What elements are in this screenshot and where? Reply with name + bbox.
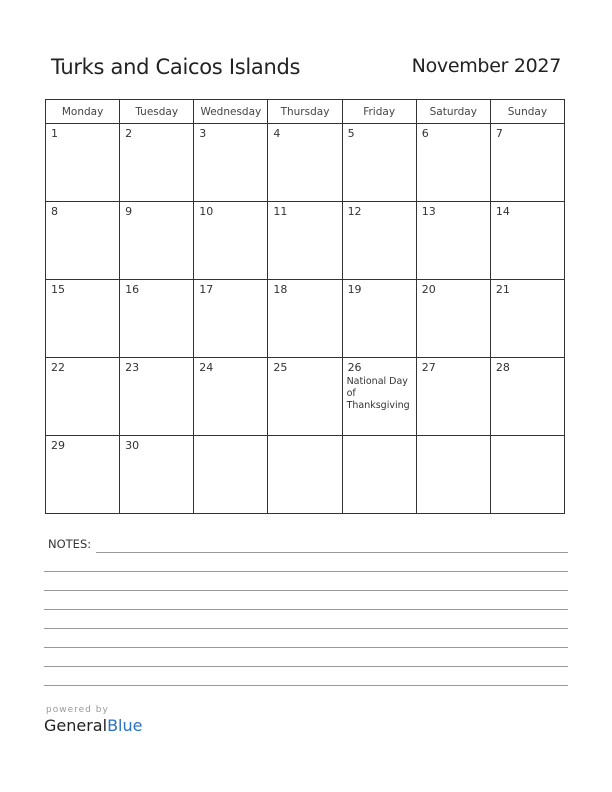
weekday-header: Wednesday	[194, 100, 268, 124]
day-cell	[46, 124, 120, 202]
day-number: 17	[199, 283, 214, 296]
holiday-label: National Day of Thanksgiving	[346, 376, 410, 411]
day-number: 23	[125, 361, 140, 374]
day-number: 5	[347, 127, 355, 140]
day-number: 1	[51, 127, 58, 140]
day-cell	[342, 280, 416, 358]
note-line	[44, 647, 568, 648]
day-cell	[342, 202, 416, 280]
note-line	[44, 628, 568, 629]
day-cell	[268, 358, 342, 436]
note-line	[44, 571, 568, 572]
day-number: 27	[421, 361, 436, 374]
day-cell	[194, 436, 268, 514]
day-cell	[416, 280, 490, 358]
day-cell	[416, 124, 490, 202]
day-number: 12	[347, 205, 362, 218]
day-cell	[268, 202, 342, 280]
note-line	[96, 552, 568, 553]
note-line	[44, 590, 568, 591]
day-number: 22	[51, 361, 65, 374]
weekday-header: Monday	[46, 100, 120, 124]
week-row	[46, 436, 565, 514]
day-number: 19	[347, 283, 362, 296]
brand-blue: Blue	[107, 716, 143, 735]
day-number: 26	[347, 361, 362, 374]
day-number: 15	[51, 283, 65, 296]
brand-general: General	[44, 716, 108, 735]
note-line	[44, 666, 568, 667]
weekday-header: Friday	[342, 100, 416, 124]
day-number: 9	[125, 205, 133, 218]
day-cell	[342, 358, 416, 436]
day-number: 6	[421, 127, 429, 140]
day-cell	[416, 436, 490, 514]
day-cell	[46, 358, 120, 436]
day-number: 29	[51, 439, 65, 452]
day-number: 11	[273, 205, 288, 218]
calendar-title: Turks and Caicos Islands	[51, 55, 301, 79]
week-row	[46, 358, 565, 436]
day-cell	[46, 436, 120, 514]
day-cell	[490, 124, 564, 202]
week-row	[46, 280, 565, 358]
day-cell	[416, 202, 490, 280]
month-label: November 2027	[411, 55, 561, 77]
week-row	[46, 124, 565, 202]
week-row	[46, 202, 565, 280]
day-number: 20	[421, 283, 436, 296]
day-cell	[490, 436, 564, 514]
day-number: 21	[495, 283, 510, 296]
day-number: 24	[199, 361, 214, 374]
day-number: 16	[125, 283, 140, 296]
day-cell	[120, 436, 194, 514]
day-number: 25	[273, 361, 288, 374]
note-line	[44, 685, 568, 686]
day-cell	[120, 202, 194, 280]
weekday-header-row	[46, 100, 565, 124]
day-cell	[342, 124, 416, 202]
note-line	[44, 609, 568, 610]
day-cell	[342, 436, 416, 514]
day-cell	[120, 280, 194, 358]
day-number: 18	[273, 283, 288, 296]
day-number: 28	[495, 361, 510, 374]
day-cell	[120, 358, 194, 436]
day-number: 3	[199, 127, 207, 140]
day-cell	[490, 280, 564, 358]
day-cell	[46, 202, 120, 280]
day-number: 14	[495, 205, 510, 218]
day-cell	[268, 436, 342, 514]
day-number: 13	[421, 205, 436, 218]
day-cell	[120, 124, 194, 202]
powered-by-label: powered by	[46, 705, 109, 715]
notes-label: NOTES:	[48, 537, 92, 551]
day-cell	[194, 358, 268, 436]
weekday-header: Tuesday	[120, 100, 194, 124]
day-number: 4	[273, 127, 281, 140]
day-cell	[46, 280, 120, 358]
calendar-grid	[45, 99, 565, 514]
weekday-header: Sunday	[490, 100, 564, 124]
day-number: 2	[125, 127, 133, 140]
brand-logo	[44, 716, 142, 735]
day-number: 7	[495, 127, 503, 140]
day-cell	[490, 202, 564, 280]
day-cell	[194, 280, 268, 358]
weekday-header: Thursday	[268, 100, 342, 124]
day-number: 8	[51, 205, 58, 218]
day-number: 30	[125, 439, 140, 452]
day-cell	[268, 280, 342, 358]
day-cell	[490, 358, 564, 436]
day-cell	[194, 202, 268, 280]
day-cell	[268, 124, 342, 202]
day-number: 10	[199, 205, 214, 218]
day-cell	[194, 124, 268, 202]
weekday-header: Saturday	[416, 100, 490, 124]
day-cell	[416, 358, 490, 436]
